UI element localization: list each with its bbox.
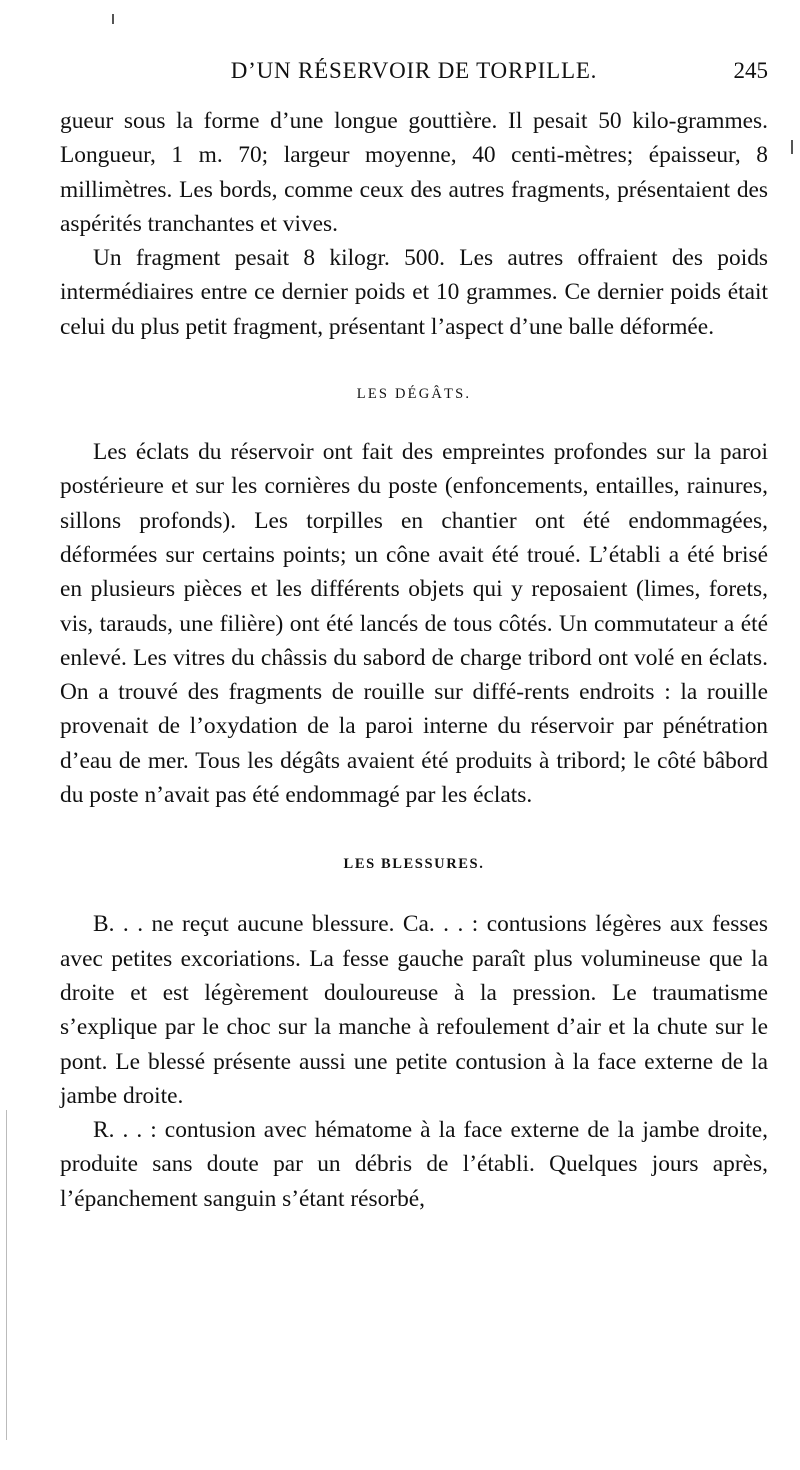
paragraph-blessure-r: R. . . : contusion avec hématome à la face externe de la jambe droite, produite sans doute par un débris de l’établi. Quelques jours après, l’épanchement sanguin s’étant résorbé, xyxy=(60,1117,768,1212)
running-head xyxy=(60,58,768,92)
body-text xyxy=(60,104,768,1216)
page-number: 245 xyxy=(733,58,768,83)
running-title: D’UN RÉSERVOIR DE TORPILLE. xyxy=(230,58,598,83)
speck-mark xyxy=(791,140,793,154)
speck-mark xyxy=(112,14,114,24)
speck-mark xyxy=(6,1110,7,1440)
paragraph-degats: Les éclats du réservoir ont fait des empreintes profondes sur la paroi postérieure et sur les cornières du poste (enfoncements, entailles, rainures, sillons profonds). Les torpilles en chantier ont été endommagées, déformées sur certains points; un cône avait été troué. L’établi a été brisé en plusieurs pièces et les différents objets qui y reposaient (limes, forets, vis, tarauds, une filière) ont été lancés de tous côtés. Un commutateur a été enlevé. Les vitres du châssis du sabord de charge tribord ont volé en éclats. On a trouvé des fragments de rouille sur diffé-rents endroits : la rouille provenait de l’oxydation de la paroi interne du réservoir par pénétration d’eau de mer. Tous les dégâts avaient été produits à tribord; le côté bâbord du poste n’avait pas été endommagé par les éclats. xyxy=(60,439,768,809)
paragraph-continuation: gueur sous la forme d’une longue gouttière. Il pesait 50 kilo-grammes. Longueur, 1 m. 70; largeur moyenne, 40 centi-mètres; épaisseur, 8 millimètres. Les bords, comme ceux des autres fragments, présentaient des aspérités tranchantes et vives. xyxy=(60,108,768,237)
section-heading-degats: LES DÉGÂTS. xyxy=(356,386,472,403)
paragraph-fragment-weights: Un fragment pesait 8 kilogr. 500. Les autres offraient des poids intermédiaires entre ce dernier poids et 10 grammes. Ce dernier poids était celui du plus petit fragment, présentant l’aspect d’une balle déformée. xyxy=(60,245,768,340)
paragraph-blessure-b-ca: B. . . ne reçut aucune blessure. Ca. . . : contusions légères aux fesses avec petites excoriations. La fesse gauche paraît plus volumineuse que la droite et est légèrement douloureuse à la pression. Le traumatisme s’explique par le choc sur la manche à refoulement d’air et la chute sur le pont. Le blessé présente aussi une petite contusion à la face externe de la jambe droite. xyxy=(60,911,768,1109)
section-heading-blessures: LES BLESSURES. xyxy=(343,856,485,873)
